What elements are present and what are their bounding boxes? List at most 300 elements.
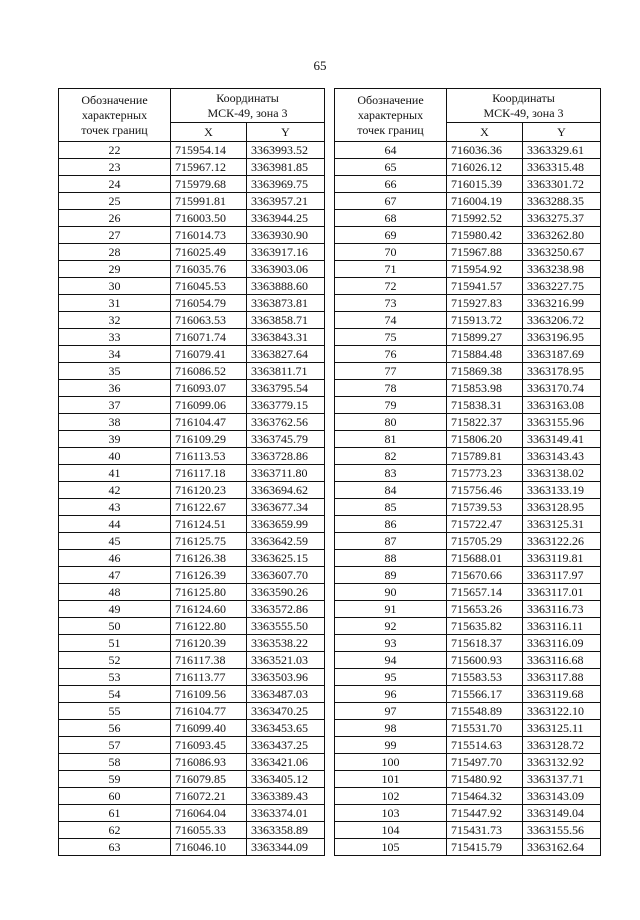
point-number: 38 xyxy=(59,414,171,431)
point-number: 99 xyxy=(335,737,447,754)
y-coordinate: 3363389.43 xyxy=(247,788,325,805)
x-coordinate: 715853.98 xyxy=(447,380,523,397)
coordinate-system-label: МСК-49, зона 3 xyxy=(483,105,564,120)
point-number: 76 xyxy=(335,346,447,363)
point-number: 47 xyxy=(59,567,171,584)
y-coordinate: 3363163.08 xyxy=(523,397,601,414)
point-number: 92 xyxy=(335,618,447,635)
point-number: 101 xyxy=(335,771,447,788)
y-coordinate: 3363116.68 xyxy=(523,652,601,669)
x-coordinate: 716055.33 xyxy=(171,822,247,839)
point-number: 74 xyxy=(335,312,447,329)
y-coordinate: 3363659.99 xyxy=(247,516,325,533)
table-row xyxy=(59,652,325,669)
x-coordinate: 715773.23 xyxy=(447,465,523,482)
table-row xyxy=(59,703,325,720)
table-row xyxy=(335,601,601,618)
x-coordinate: 715583.53 xyxy=(447,669,523,686)
y-coordinate: 3363206.72 xyxy=(523,312,601,329)
x-coordinate: 716122.80 xyxy=(171,618,247,635)
y-coordinate: 3363162.64 xyxy=(523,839,601,856)
y-coordinate: 3363405.12 xyxy=(247,771,325,788)
point-number: 103 xyxy=(335,805,447,822)
y-coordinate: 3363227.75 xyxy=(523,278,601,295)
y-coordinate: 3363762.56 xyxy=(247,414,325,431)
y-coordinate: 3363711.80 xyxy=(247,465,325,482)
table-row xyxy=(335,176,601,193)
table-row xyxy=(335,822,601,839)
point-designation-header xyxy=(59,89,171,142)
y-coordinate: 3363301.72 xyxy=(523,176,601,193)
y-coordinate: 3363116.73 xyxy=(523,601,601,618)
point-number: 44 xyxy=(59,516,171,533)
coordinates-group-header xyxy=(171,89,325,123)
point-number: 63 xyxy=(59,839,171,856)
y-coordinate: 3363149.04 xyxy=(523,805,601,822)
table-row xyxy=(335,550,601,567)
y-coordinate: 3363344.09 xyxy=(247,839,325,856)
y-coordinate: 3363187.69 xyxy=(523,346,601,363)
point-number: 29 xyxy=(59,261,171,278)
table-row xyxy=(59,244,325,261)
table-row xyxy=(59,176,325,193)
coordinates-title: Координаты xyxy=(492,90,555,105)
point-number: 100 xyxy=(335,754,447,771)
table-row xyxy=(59,618,325,635)
table-row xyxy=(59,482,325,499)
point-number: 57 xyxy=(59,737,171,754)
table-row xyxy=(335,346,601,363)
table-row xyxy=(335,499,601,516)
point-number: 78 xyxy=(335,380,447,397)
table-row xyxy=(59,363,325,380)
table-row xyxy=(59,295,325,312)
point-number: 52 xyxy=(59,652,171,669)
y-coordinate: 3363358.89 xyxy=(247,822,325,839)
table-row xyxy=(335,159,601,176)
table-row xyxy=(335,193,601,210)
point-number: 95 xyxy=(335,669,447,686)
y-coordinate: 3363625.15 xyxy=(247,550,325,567)
y-coordinate: 3363132.92 xyxy=(523,754,601,771)
y-coordinate: 3363288.35 xyxy=(523,193,601,210)
table-row xyxy=(59,414,325,431)
point-number: 27 xyxy=(59,227,171,244)
point-number: 42 xyxy=(59,482,171,499)
coordinate-system-label: МСК-49, зона 3 xyxy=(207,105,288,120)
x-coordinate: 716026.12 xyxy=(447,159,523,176)
point-designation-header xyxy=(335,89,447,142)
y-coordinate: 3363143.09 xyxy=(523,788,601,805)
point-number: 33 xyxy=(59,329,171,346)
point-number: 69 xyxy=(335,227,447,244)
y-coordinate: 3363993.52 xyxy=(247,142,325,159)
table-row xyxy=(335,839,601,856)
y-coordinate: 3363944.25 xyxy=(247,210,325,227)
table-row xyxy=(59,312,325,329)
table-row xyxy=(59,397,325,414)
table-row xyxy=(335,227,601,244)
x-coordinate: 715480.92 xyxy=(447,771,523,788)
x-coordinate: 716126.39 xyxy=(171,567,247,584)
y-coordinate: 3363262.80 xyxy=(523,227,601,244)
x-coordinate: 715618.37 xyxy=(447,635,523,652)
x-coordinate: 715531.70 xyxy=(447,720,523,737)
point-number: 94 xyxy=(335,652,447,669)
x-coordinate: 716093.45 xyxy=(171,737,247,754)
x-coordinate: 715705.29 xyxy=(447,533,523,550)
x-coordinate: 715688.01 xyxy=(447,550,523,567)
point-number: 87 xyxy=(335,533,447,550)
point-number: 98 xyxy=(335,720,447,737)
point-number: 67 xyxy=(335,193,447,210)
table-row xyxy=(335,414,601,431)
table-row xyxy=(59,431,325,448)
x-coordinate: 716124.60 xyxy=(171,601,247,618)
table-row xyxy=(335,142,601,159)
x-coordinate: 716003.50 xyxy=(171,210,247,227)
x-coordinate: 716004.19 xyxy=(447,193,523,210)
coordinates-group-header xyxy=(447,89,601,123)
x-coordinate: 715653.26 xyxy=(447,601,523,618)
point-number: 59 xyxy=(59,771,171,788)
point-number: 104 xyxy=(335,822,447,839)
y-coordinate: 3363607.70 xyxy=(247,567,325,584)
point-number: 88 xyxy=(335,550,447,567)
table-row xyxy=(335,312,601,329)
x-coordinate: 716079.41 xyxy=(171,346,247,363)
x-coordinate: 716035.76 xyxy=(171,261,247,278)
right-table-body xyxy=(335,142,601,856)
y-coordinate: 3363779.15 xyxy=(247,397,325,414)
y-coordinate: 3363538.22 xyxy=(247,635,325,652)
y-coordinate: 3363521.03 xyxy=(247,652,325,669)
table-row xyxy=(335,380,601,397)
x-coordinate: 716072.21 xyxy=(171,788,247,805)
point-number: 24 xyxy=(59,176,171,193)
x-coordinate: 716099.40 xyxy=(171,720,247,737)
point-number: 75 xyxy=(335,329,447,346)
y-coordinate: 3363117.01 xyxy=(523,584,601,601)
x-coordinate: 716063.53 xyxy=(171,312,247,329)
y-coordinate: 3363315.48 xyxy=(523,159,601,176)
y-coordinate: 3363128.95 xyxy=(523,499,601,516)
point-number: 80 xyxy=(335,414,447,431)
point-number: 64 xyxy=(335,142,447,159)
x-coordinate: 715635.82 xyxy=(447,618,523,635)
table-row xyxy=(59,261,325,278)
table-row xyxy=(59,669,325,686)
x-coordinate: 715464.32 xyxy=(447,788,523,805)
table-row xyxy=(59,193,325,210)
point-number: 23 xyxy=(59,159,171,176)
point-number: 35 xyxy=(59,363,171,380)
point-number: 54 xyxy=(59,686,171,703)
point-number: 93 xyxy=(335,635,447,652)
table-row xyxy=(59,601,325,618)
x-coordinate: 715722.47 xyxy=(447,516,523,533)
x-coordinate: 716054.79 xyxy=(171,295,247,312)
y-coordinate: 3363930.90 xyxy=(247,227,325,244)
table-row xyxy=(335,516,601,533)
point-number: 89 xyxy=(335,567,447,584)
table-row xyxy=(335,261,601,278)
x-coordinate: 715548.89 xyxy=(447,703,523,720)
x-coordinate: 715670.66 xyxy=(447,567,523,584)
x-coordinate: 715991.81 xyxy=(171,193,247,210)
y-coordinate: 3363795.54 xyxy=(247,380,325,397)
point-number: 77 xyxy=(335,363,447,380)
x-coordinate: 715979.68 xyxy=(171,176,247,193)
point-number: 105 xyxy=(335,839,447,856)
table-row xyxy=(335,686,601,703)
x-coordinate: 716036.36 xyxy=(447,142,523,159)
y-column-header: Y xyxy=(523,123,601,142)
table-row xyxy=(59,584,325,601)
table-row xyxy=(335,618,601,635)
x-coordinate: 715600.93 xyxy=(447,652,523,669)
table-row xyxy=(335,533,601,550)
y-coordinate: 3363196.95 xyxy=(523,329,601,346)
point-number: 34 xyxy=(59,346,171,363)
y-coordinate: 3363421.06 xyxy=(247,754,325,771)
y-coordinate: 3363487.03 xyxy=(247,686,325,703)
point-number: 90 xyxy=(335,584,447,601)
y-coordinate: 3363437.25 xyxy=(247,737,325,754)
y-coordinate: 3363590.26 xyxy=(247,584,325,601)
x-coordinate: 716086.93 xyxy=(171,754,247,771)
table-row xyxy=(335,652,601,669)
table-row xyxy=(335,720,601,737)
table-row xyxy=(59,771,325,788)
point-number: 49 xyxy=(59,601,171,618)
point-number: 28 xyxy=(59,244,171,261)
x-coordinate: 716015.39 xyxy=(447,176,523,193)
x-coordinate: 716014.73 xyxy=(171,227,247,244)
point-number: 45 xyxy=(59,533,171,550)
y-coordinate: 3363275.37 xyxy=(523,210,601,227)
y-coordinate: 3363117.97 xyxy=(523,567,601,584)
x-coordinate: 716104.77 xyxy=(171,703,247,720)
y-coordinate: 3363858.71 xyxy=(247,312,325,329)
x-coordinate: 716109.29 xyxy=(171,431,247,448)
table-row xyxy=(59,822,325,839)
x-coordinate: 716124.51 xyxy=(171,516,247,533)
x-column-header: X xyxy=(171,123,247,142)
y-coordinate: 3363572.86 xyxy=(247,601,325,618)
point-number: 60 xyxy=(59,788,171,805)
y-coordinate: 3363957.21 xyxy=(247,193,325,210)
table-row xyxy=(335,754,601,771)
y-coordinate: 3363137.71 xyxy=(523,771,601,788)
x-coordinate: 715954.92 xyxy=(447,261,523,278)
point-number: 72 xyxy=(335,278,447,295)
x-coordinate: 716122.67 xyxy=(171,499,247,516)
x-coordinate: 715899.27 xyxy=(447,329,523,346)
table-row xyxy=(59,805,325,822)
x-coordinate: 716109.56 xyxy=(171,686,247,703)
point-number: 73 xyxy=(335,295,447,312)
table-row xyxy=(59,550,325,567)
point-number: 70 xyxy=(335,244,447,261)
point-number: 41 xyxy=(59,465,171,482)
point-number: 86 xyxy=(335,516,447,533)
point-number: 65 xyxy=(335,159,447,176)
y-coordinate: 3363216.99 xyxy=(523,295,601,312)
y-coordinate: 3363122.26 xyxy=(523,533,601,550)
y-coordinate: 3363843.31 xyxy=(247,329,325,346)
x-coordinate: 715789.81 xyxy=(447,448,523,465)
x-coordinate: 716126.38 xyxy=(171,550,247,567)
table-row xyxy=(59,516,325,533)
x-coordinate: 716046.10 xyxy=(171,839,247,856)
y-coordinate: 3363238.98 xyxy=(523,261,601,278)
x-coordinate: 715566.17 xyxy=(447,686,523,703)
table-row xyxy=(335,363,601,380)
y-coordinate: 3363873.81 xyxy=(247,295,325,312)
table-row xyxy=(335,295,601,312)
y-coordinate: 3363155.56 xyxy=(523,822,601,839)
point-number: 83 xyxy=(335,465,447,482)
x-coordinate: 715739.53 xyxy=(447,499,523,516)
y-coordinate: 3363642.59 xyxy=(247,533,325,550)
table-row xyxy=(335,737,601,754)
table-row xyxy=(59,142,325,159)
y-coordinate: 3363119.68 xyxy=(523,686,601,703)
point-number: 40 xyxy=(59,448,171,465)
x-coordinate: 715927.83 xyxy=(447,295,523,312)
table-row xyxy=(59,227,325,244)
table-row xyxy=(335,584,601,601)
x-coordinate: 715954.14 xyxy=(171,142,247,159)
y-coordinate: 3363969.75 xyxy=(247,176,325,193)
point-number: 66 xyxy=(335,176,447,193)
table-row xyxy=(335,465,601,482)
y-coordinate: 3363128.72 xyxy=(523,737,601,754)
x-coordinate: 715822.37 xyxy=(447,414,523,431)
table-row xyxy=(59,465,325,482)
x-coordinate: 716064.04 xyxy=(171,805,247,822)
x-coordinate: 716045.53 xyxy=(171,278,247,295)
point-number: 53 xyxy=(59,669,171,686)
point-number: 62 xyxy=(59,822,171,839)
point-number: 82 xyxy=(335,448,447,465)
point-number: 85 xyxy=(335,499,447,516)
table-row xyxy=(335,567,601,584)
table-row xyxy=(59,737,325,754)
y-coordinate: 3363138.02 xyxy=(523,465,601,482)
point-number: 50 xyxy=(59,618,171,635)
x-coordinate: 716125.75 xyxy=(171,533,247,550)
point-number: 39 xyxy=(59,431,171,448)
y-coordinate: 3363170.74 xyxy=(523,380,601,397)
table-row xyxy=(59,346,325,363)
table-row xyxy=(59,159,325,176)
y-coordinate: 3363903.06 xyxy=(247,261,325,278)
y-coordinate: 3363122.10 xyxy=(523,703,601,720)
x-coordinate: 715657.14 xyxy=(447,584,523,601)
y-coordinate: 3363155.96 xyxy=(523,414,601,431)
table-row xyxy=(59,788,325,805)
y-coordinate: 3363827.64 xyxy=(247,346,325,363)
y-coordinate: 3363677.34 xyxy=(247,499,325,516)
point-designation-label: Обозначение характерных точек границ xyxy=(357,92,424,137)
x-coordinate: 716099.06 xyxy=(171,397,247,414)
y-coordinate: 3363125.11 xyxy=(523,720,601,737)
point-number: 46 xyxy=(59,550,171,567)
table-row xyxy=(335,805,601,822)
table-row xyxy=(335,771,601,788)
point-number: 96 xyxy=(335,686,447,703)
table-row xyxy=(59,278,325,295)
table-row xyxy=(335,669,601,686)
table-row xyxy=(335,703,601,720)
x-coordinate: 715992.52 xyxy=(447,210,523,227)
y-coordinate: 3363117.88 xyxy=(523,669,601,686)
point-number: 51 xyxy=(59,635,171,652)
point-number: 84 xyxy=(335,482,447,499)
point-number: 31 xyxy=(59,295,171,312)
table-row xyxy=(335,635,601,652)
point-number: 91 xyxy=(335,601,447,618)
table-row xyxy=(59,567,325,584)
x-coordinate: 716120.23 xyxy=(171,482,247,499)
y-coordinate: 3363811.71 xyxy=(247,363,325,380)
table-row xyxy=(335,210,601,227)
x-coordinate: 715431.73 xyxy=(447,822,523,839)
table-row xyxy=(335,431,601,448)
y-coordinate: 3363116.09 xyxy=(523,635,601,652)
x-coordinate: 716025.49 xyxy=(171,244,247,261)
point-number: 48 xyxy=(59,584,171,601)
x-coordinate: 716093.07 xyxy=(171,380,247,397)
y-coordinate: 3363250.67 xyxy=(523,244,601,261)
table-row xyxy=(335,329,601,346)
x-coordinate: 715838.31 xyxy=(447,397,523,414)
x-coordinate: 715415.79 xyxy=(447,839,523,856)
table-row xyxy=(335,278,601,295)
x-coordinate: 715514.63 xyxy=(447,737,523,754)
point-number: 37 xyxy=(59,397,171,414)
x-coordinate: 716113.77 xyxy=(171,669,247,686)
y-coordinate: 3363917.16 xyxy=(247,244,325,261)
x-coordinate: 715869.38 xyxy=(447,363,523,380)
x-coordinate: 716113.53 xyxy=(171,448,247,465)
point-number: 61 xyxy=(59,805,171,822)
point-number: 25 xyxy=(59,193,171,210)
x-coordinate: 715967.88 xyxy=(447,244,523,261)
x-coordinate: 716120.39 xyxy=(171,635,247,652)
point-number: 32 xyxy=(59,312,171,329)
y-coordinate: 3363149.41 xyxy=(523,431,601,448)
y-coordinate: 3363143.43 xyxy=(523,448,601,465)
table-row xyxy=(59,720,325,737)
x-coordinate: 716071.74 xyxy=(171,329,247,346)
left-table-body xyxy=(59,142,325,856)
y-coordinate: 3363728.86 xyxy=(247,448,325,465)
table-row xyxy=(335,788,601,805)
x-coordinate: 715941.57 xyxy=(447,278,523,295)
point-number: 43 xyxy=(59,499,171,516)
table-row xyxy=(335,397,601,414)
y-coordinate: 3363888.60 xyxy=(247,278,325,295)
table-row xyxy=(59,329,325,346)
y-coordinate: 3363116.11 xyxy=(523,618,601,635)
y-coordinate: 3363470.25 xyxy=(247,703,325,720)
y-coordinate: 3363133.19 xyxy=(523,482,601,499)
x-coordinate: 715980.42 xyxy=(447,227,523,244)
x-coordinate: 715447.92 xyxy=(447,805,523,822)
